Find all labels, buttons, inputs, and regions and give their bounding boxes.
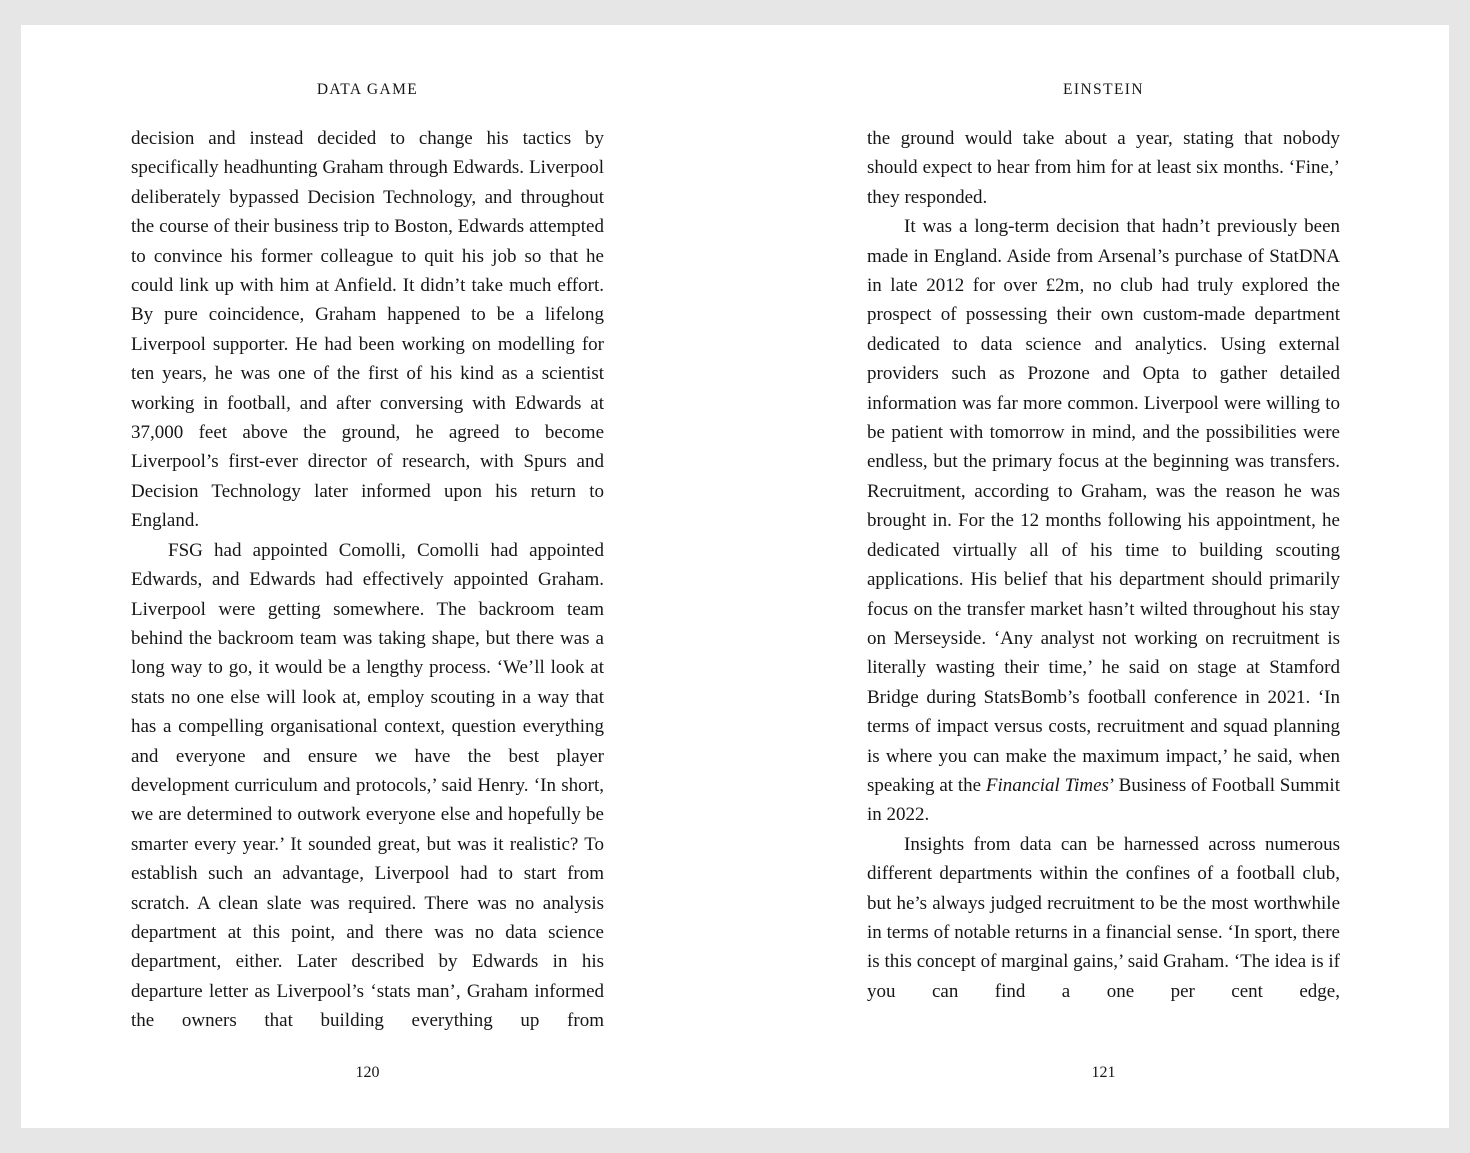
paragraph: decision and instead decided to change his tactics by specifically headhunting Graham through Edwards. Liverpool deliberately bypassed Decision Technology, and throughout the course of their business trip to Boston, Edwards attempted to convince his former colleague to quit his job so that he could link up with him at Anfield. It didn’t take much effort. By pure coincidence, Graham happened to be a lifelong Liverpool supporter. He had been working on modelling for ten years, he was one of the first of his kind as a scientist working in football, and after conversing with Edwards at 37,000 feet above the ground, he agreed to become Liverpool’s first-ever director of research, with Spurs and Decision Technology later informed upon his return to England. [131,128,604,532]
page-number-right: 121 [1091,1064,1116,1081]
paragraph [867,212,1340,830]
right-page [735,25,1449,1128]
running-head-left: DATA GAME [316,81,419,98]
book-spread [21,25,1449,1128]
paragraph-text: ’ Business of Football Summit in 2022. [867,774,1340,826]
paragraph: FSG had appointed Comolli, Comolli had appointed Edwards, and Edwards had effectively appointed Graham. Liverpool were getting somewhere. The backroom team behind the backroom team was taking shape, but there was a long way to go, it would be a lengthy process. ‘We’ll look at stats no one else will look at, employ scouting in a way that has a compelling organisational context, question everything and everyone and ensure we have the best player development curriculum and protocols,’ said Henry. ‘In short, we are determined to outwork everyone else and hopefully be smarter every year.’ It sounded great, but was it realistic? To establish such an advantage, Liverpool had to start from scratch. A clean slate was required. There was no analysis department at this point, and there was no data science department, either. Later described by Edwards in his departure letter as Liverpool’s ‘stats man’, Graham informed the owners that building everything up from [131,539,604,1032]
left-page-body [131,124,604,1036]
italic-publication-title: Financial Times [985,774,1109,796]
paragraph-text: It was a long-term decision that hadn’t previously been made in England. Aside from Arsenal’s purchase of StatDNA in late 2012 for over £2m, no club had truly explored the prospect of possessing their own custom-made department dedicated to data science and analytics. Using external providers such as Prozone and Opta to gather detailed information was far more common. Liverpool were willing to be patient with tomorrow in mind, and the possibilities were endless, but the primary focus at the beginning was transfers. Recruitment, according to Graham, was the reason he was brought in. For the 12 months following his appointment, he dedicated virtually all of his time to building scouting applications. His belief that his department should primarily focus on the transfer market hasn’t wilted throughout his stay on Merseyside. ‘Any analyst not working on recruitment is literally wasting their time,’ he said on stage at Stamford Bridge during StatsBomb’s football conference in 2021. ‘In terms of impact versus costs, recruitment and squad planning is where you can make the maximum impact,’ he said, when speaking at the [867,216,1340,796]
left-page [21,25,735,1128]
paragraph: Insights from data can be harnessed across numerous different departments within the confines of a football club, but he’s always judged recruitment to be the most worthwhile in terms of notable returns in a financial sense. ‘In sport, there is this concept of marginal gains,’ said Graham. ‘The idea is if you can find a one per cent edge, [867,833,1340,1002]
page-number-left: 120 [355,1064,380,1081]
right-page-body [867,124,1340,1006]
running-head-right: EINSTEIN [1063,81,1144,98]
paragraph: the ground would take about a year, stating that nobody should expect to hear from him for at least six months. ‘Fine,’ they responded. [867,128,1340,208]
